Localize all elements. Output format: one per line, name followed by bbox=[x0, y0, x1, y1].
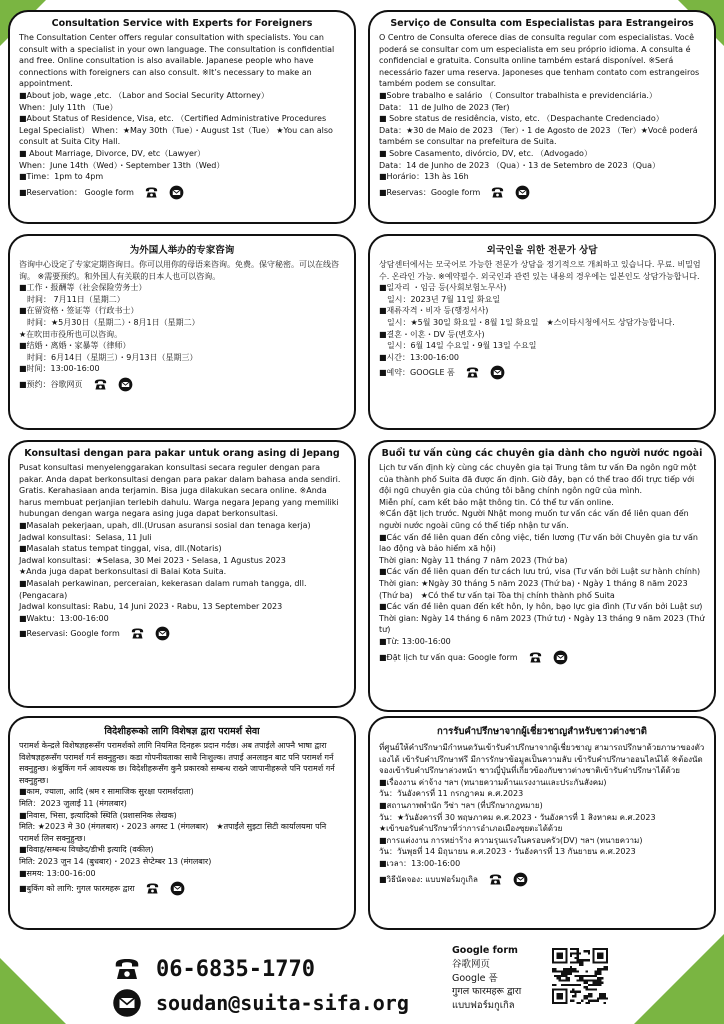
card-line: 일시：★5월 30일 화요일・8월 1일 화요일 ★스이타시청에서도 상담가능합니다. bbox=[379, 317, 675, 327]
google-form-label-4: แบบฟอร์มกูเกิล bbox=[452, 1000, 515, 1012]
reservation-label[interactable]: ■Reservas：Google form bbox=[379, 187, 481, 197]
card-line: When：June 14th（Wed）・September 13th（Wed） bbox=[19, 160, 225, 170]
consultation-card-vi bbox=[368, 440, 716, 712]
card-body bbox=[19, 259, 345, 375]
card-line: ★在吹田市役所也可以咨询。 bbox=[19, 329, 123, 339]
email-icon[interactable] bbox=[155, 626, 170, 641]
reservation-label[interactable]: ■Đặt lịch tư vấn qua: Google form bbox=[379, 652, 518, 662]
consultation-card-en bbox=[8, 10, 356, 224]
card-line: Data：14 de Junho de 2023 （Qua）・13 de Setembro de 2023（Qua） bbox=[379, 160, 661, 170]
reservation-row bbox=[379, 650, 705, 665]
card-title: Buổi tư vấn cùng các chuyên gia dành cho người nước ngoài bbox=[381, 448, 703, 459]
card-line: ■เรื่องงาน ค่าจ้าง ฯลฯ (ทนายความด้านแรงงานและประกันสังคม) bbox=[379, 777, 607, 787]
consultation-card-ko bbox=[368, 234, 716, 430]
email-icon[interactable] bbox=[553, 650, 568, 665]
card-line: ■समय: 13:00-16:00 bbox=[19, 868, 96, 878]
email-icon[interactable] bbox=[118, 377, 133, 392]
card-line: ■About Status of Residence, Visa, etc. （Certified Administrative Procedures Legal Specialist） When：★May 30th（Tue）・August 1st（Tue） ★You can also consult at Suita City Hall. bbox=[19, 114, 333, 147]
card-line: ■Horário：13h às 16h bbox=[379, 172, 469, 182]
card-line: Thời gian: Ngày 14 tháng 6 năm 2023 (Thứ tư)・Ngày 13 tháng 9 năm 2023 (Thứ tư) bbox=[379, 613, 705, 635]
reservation-row bbox=[19, 881, 345, 896]
card-title: 외국인을 위한 전문가 상담 bbox=[486, 245, 598, 256]
card-title: Serviço de Consulta com Especialistas para Estrangeiros bbox=[390, 18, 694, 29]
card-line: วัน：วันพุธที่ 14 มิถุนายน ค.ศ.2023・วันอังคารที่ 13 กันยายน ค.ศ.2023 bbox=[379, 847, 636, 857]
phone-icon[interactable] bbox=[130, 626, 145, 641]
card-line: ※Cần đặt lịch trước. Người Nhật mong muốn tư vấn các vấn đề liên quan đến người nước ngoài cũng có thể tiếp nhận tư vấn. bbox=[379, 509, 689, 530]
card-line: 时间：6月14日（星期三）・9月13日（星期三） bbox=[19, 352, 198, 362]
card-line: ■Waktu：13:00-16:00 bbox=[19, 613, 109, 623]
card-body bbox=[379, 259, 705, 363]
card-line: 咨询中心设定了专家定期咨询日。你可以用你的母语来咨询。免费。保守秘密。可以在线咨询。 ※需要预约。和外国人有关联的日本人也可以咨询。 bbox=[19, 260, 339, 281]
card-line: 일시：2023년 7월 11일 화요일 bbox=[379, 294, 501, 304]
phone-number[interactable]: 06-6835-1770 bbox=[156, 956, 315, 982]
card-title: การรับคำปรึกษาจากผู้เชี่ยวชาญสำหรับชาวต่างชาติ bbox=[437, 726, 647, 737]
card-line: Data：★30 de Maio de 2023 （Ter）・1 de Agosto de 2023 （Ter）★Você poderá também se consultar na prefeitura de Suita. bbox=[379, 125, 698, 147]
card-line: ■ Sobre Casamento, divórcio, DV, etc. （Advogado） bbox=[379, 148, 592, 158]
phone-icon[interactable] bbox=[144, 185, 159, 200]
card-line: ■Masalah perkawinan, perceraian, kekerasan dalam rumah tangga, dll. (Pengacara) bbox=[19, 578, 307, 600]
card-line: ■Sobre trabalho e salário （ Consultor trabalhista e previdenciária.） bbox=[379, 90, 657, 100]
phone-icon[interactable] bbox=[93, 377, 108, 392]
google-form-label-3: गुगल फारमहरू द्वारा bbox=[452, 986, 522, 998]
card-line: ■Masalah status tempat tinggal, visa, dll.(Notaris) bbox=[19, 544, 222, 554]
email-icon[interactable] bbox=[170, 881, 185, 896]
card-line: ■Các vấn đề liên quan đến công việc, tiền lương (Tư vấn bởi Chuyên gia tư vấn lao động và bảo hiểm xã hội) bbox=[379, 532, 698, 554]
phone-icon[interactable] bbox=[465, 365, 480, 380]
google-form-labels bbox=[452, 944, 521, 1013]
card-line: ที่ศูนย์ให้คำปรึกษามีกำหนดวันเข้ารับคำปรึกษาจากผู้เชี่ยวชาญ สามารถปรึกษาด้วยภาษาของตัวเองได้ เข้ารับคำปรึกษาฟรี มีการรักษาข้อมูลเป็นความลับ เข้ารับคำปรึกษาออนไลน์ได้ ※ต้องนัดจองเข้ารับคำปรึกษาล่วงหน้า ชาวญี่ปุ่นที่เกี่ยวข้องกับชาวต่างชาติเข้ารับคำปรึกษาได้ด้วย bbox=[379, 743, 705, 776]
card-body bbox=[379, 742, 705, 870]
card-line: मिति：2023 जुलाई 11 (मंगलबार) bbox=[19, 798, 127, 808]
email-icon[interactable] bbox=[490, 365, 505, 380]
reservation-label[interactable]: ■예약：GOOGLE 폼 bbox=[379, 368, 455, 378]
google-form-label-1: 谷歌网页 bbox=[452, 958, 491, 970]
card-title: 为外国人举办的专家咨询 bbox=[129, 245, 235, 256]
consultation-card-ne bbox=[8, 716, 356, 930]
card-line: The Consultation Center offers regular consultation with specialists. You can consult with a specialist in your own language. The consultation is confidential and free. Online consultation is also available. Japanese people who have connections with foreigners can also consult. ※It’s necessary to make an appointment. bbox=[19, 33, 335, 89]
card-line: Jadwal konsultasi: Rabu, 14 Juni 2023・Rabu, 13 September 2023 bbox=[19, 602, 283, 612]
card-line: 일시：6월 14일 수요일・9월 13일 수요일 bbox=[379, 341, 537, 351]
card-line: ■Từ: 13:00-16:00 bbox=[379, 636, 451, 646]
phone-icon[interactable] bbox=[490, 185, 505, 200]
email-address[interactable]: soudan@suita-sifa.org bbox=[156, 991, 409, 1015]
card-line: ■การแต่งงาน การหย่าร้าง ความรุนแรงในครอบครัว(DV) ฯลฯ (ทนายความ) bbox=[379, 835, 643, 845]
card-line: ■निवास, भिसा, इत्यादिको स्थिति (प्रशासनिक लेखक) bbox=[19, 810, 177, 820]
card-line: 时间： 7月11日（星期二） bbox=[19, 294, 125, 304]
phone-icon[interactable] bbox=[488, 872, 503, 887]
email-icon[interactable] bbox=[169, 185, 184, 200]
reservation-row bbox=[19, 377, 345, 392]
phone-icon bbox=[112, 954, 142, 984]
card-body bbox=[19, 462, 345, 624]
card-line: ■काम, ज्याला, आदि (श्रम र सामाजिक सुरक्षा परामर्शदाता) bbox=[19, 787, 194, 797]
card-line: ■在留资格・签证等（行政书士） bbox=[19, 306, 139, 316]
card-line: ■विवाह/सम्बन्ध विच्छेद/डीभी इत्यादि (वकील) bbox=[19, 845, 154, 855]
email-contact[interactable] bbox=[112, 988, 409, 1018]
card-line: วัน：★วันอังคารที่ 30 พฤษภาคม ค.ศ.2023・วันอังคารที่ 1 สิงหาคม ค.ศ.2023 bbox=[379, 812, 656, 822]
card-line: ■สถานภาพพำนัก วีซ่า ฯลฯ (ที่ปรึกษากฎหมาย) bbox=[379, 800, 543, 810]
card-line: 상담센터에서는 모국어로 가능한 전문가 상담을 정기적으로 개최하고 있습니다. 무료. 비밀엄수. 온라인 가능. ※예약필수. 외국인과 관련 있는 내용의 경우에는 일본인도 상담가능합니다. bbox=[379, 260, 701, 281]
card-line: 时间：★5月30日（星期二）・8月1日（星期二） bbox=[19, 317, 200, 327]
card-line: Thời gian: ★Ngày 30 tháng 5 năm 2023 (Thứ ba)・Ngày 1 tháng 8 năm 2023 (Thứ ba) ★Có thể tư vấn tại Tòa thị chính thành phố Suita bbox=[379, 578, 688, 600]
consultation-card-pt bbox=[368, 10, 716, 224]
email-icon[interactable] bbox=[515, 185, 530, 200]
card-line: ■Masalah pekerjaan, upah, dll.(Urusan asuransi sosial dan tenaga kerja) bbox=[19, 520, 311, 530]
card-line: ■Các vấn đề liên quan đến kết hôn, ly hôn, bạo lực gia đình (Tư vấn bởi Luật sư) bbox=[379, 602, 703, 612]
card-line: ■Time：1pm to 4pm bbox=[19, 172, 104, 182]
card-body bbox=[379, 462, 705, 648]
reservation-label[interactable]: ■Reservation： Google form bbox=[19, 187, 134, 197]
card-line: Pusat konsultasi menyelenggarakan konsultasi secara reguler dengan para pakar. Anda dapat berkonsultasi dengan para pakar dalam bahasa anda sendiri. Gratis. Kerahasiaan anda terjamin. Bisa juga dilakukan secara online. ※Anda harus membuat perjanjian terlebih dahulu. Warga negara Jepang yang memiliki hubungan dengan warga negara asing juga dapat berkonsultasi. bbox=[19, 463, 341, 519]
card-line: วัน：วันอังคารที่ 11 กรกฎาคม ค.ศ.2023 bbox=[379, 789, 524, 799]
reservation-label[interactable]: ■预约：谷歌网页 bbox=[19, 379, 83, 389]
card-line: ■재류자격・비자 등(행정서사) bbox=[379, 306, 489, 316]
reservation-row bbox=[19, 626, 345, 641]
reservation-row bbox=[19, 185, 345, 200]
card-line: ■시간：13:00-16:00 bbox=[379, 352, 460, 362]
card-line: ■Các vấn đề liên quan đến tư cách lưu trú, visa (Tư vấn bởi Luật sư hành chính) bbox=[379, 567, 701, 577]
card-body bbox=[19, 32, 345, 183]
card-line: ■ About Marriage, Divorce, DV, etc（Lawyer） bbox=[19, 148, 206, 158]
card-line: ★เข้าขอรับคำปรึกษาที่ว่าการอำเภอเมืองซุยตะได้ด้วย bbox=[379, 824, 563, 834]
qr-code[interactable] bbox=[552, 948, 608, 1004]
card-line: ■ Sobre status de residência, visto, etc. （Despachante Credenciado） bbox=[379, 114, 664, 124]
card-line: Jadwal konsultasi：★Selasa, 30 Mei 2023・Selasa, 1 Agustus 2023 bbox=[19, 555, 286, 565]
card-line: When：July 11th （Tue） bbox=[19, 102, 118, 112]
card-line: Lịch tư vấn định kỳ cùng các chuyên gia tại Trung tâm tư vấn Đa ngôn ngữ một của thành phố Suita đã được ấn định. Giờ đây, bạn có thể trao đổi trực tiếp với đội ngũ chuyên gia của chúng tôi bằng chính ngôn ngữ của mình. bbox=[379, 463, 697, 496]
consultation-card-th bbox=[368, 716, 716, 930]
reservation-label[interactable]: ■Reservasi: Google form bbox=[19, 629, 120, 639]
google-form-label-2: Google 폼 bbox=[452, 972, 498, 984]
card-line: ■结婚・离婚・家暴等（律师） bbox=[19, 341, 131, 351]
card-body bbox=[379, 32, 705, 183]
consultation-card-id bbox=[8, 440, 356, 708]
card-line: O Centro de Consulta oferece dias de consulta regular com especialistas. Você poderá se consultar com um especialista em seu próprio idioma. A consulta é confidencial e gratuita. Consulta online também estará disponível. ※Será necessário fazer uma reserva. Japoneses que tenham contato com estrangeiros também podem se consultar. bbox=[379, 33, 700, 89]
card-line: परामर्श केन्द्रले विशेषज्ञहरूसँग परामर्शको लागि नियमित दिनहरू प्रदान गर्दछ। अब तपाईले आफ्नै भाषा द्वारा विशेषज्ञहरूसँग परामर्श गर्न सक्नुहुन्छ। कडा गोपनीयताका साथै निःशुल्क। तपाई अनलाइन बाट पनि परामर्श गर्न सक्नुहुन्छ। ※बुकिंग गर्न आवश्यक छ। विदेशीहरूसँग कुनै प्रकारको सम्बन्ध राख्ने जापानीहरूले पनि परामर्श गर्न सक्नुहुन्छ। bbox=[19, 741, 335, 785]
phone-icon[interactable] bbox=[145, 881, 160, 896]
card-line: ■일자리 ・임금 등(사회보험노무사) bbox=[379, 283, 507, 293]
card-line: Thời gian: Ngày 11 tháng 7 năm 2023 (Thứ ba) bbox=[379, 555, 568, 565]
google-form-label-0: Google form bbox=[452, 945, 518, 956]
reservation-label[interactable]: ■วิธีนัดจอง: แบบฟอร์มกูเกิล bbox=[379, 874, 478, 884]
card-body bbox=[19, 740, 345, 879]
card-line: मिति: ★2023 मे 30 (मंगलबार)・2023 अगस्ट 1 (मंगलबार) ★तपाईंले सुइटा सिटी कार्यालयमा पनि परामर्श लिन सक्नुहुन्छ। bbox=[19, 822, 327, 843]
card-title: Konsultasi dengan para pakar untuk orang asing di Jepang bbox=[24, 448, 340, 459]
card-line: ■결혼・이혼・DV 등(변호사) bbox=[379, 329, 485, 339]
reservation-label[interactable]: ■बुकिंग को लागि: गुगल फारमहरू द्वारा bbox=[19, 884, 135, 894]
phone-icon[interactable] bbox=[528, 650, 543, 665]
card-line: Data： 11 de Julho de 2023 (Ter) bbox=[379, 102, 510, 112]
email-icon[interactable] bbox=[513, 872, 528, 887]
card-line: Jadwal konsultasi：Selasa, 11 Juli bbox=[19, 532, 152, 542]
reservation-row bbox=[379, 365, 705, 380]
card-line: ■时间：13:00-16:00 bbox=[19, 364, 100, 374]
card-line: ■工作・报酬等（社会保险劳务士） bbox=[19, 283, 147, 293]
phone-contact[interactable] bbox=[112, 954, 315, 984]
reservation-row bbox=[379, 185, 705, 200]
consultation-card-zh bbox=[8, 234, 356, 430]
card-line: ■เวลา：13:00-16:00 bbox=[379, 858, 461, 868]
email-icon bbox=[112, 988, 142, 1018]
card-title: Consultation Service with Experts for Foreigners bbox=[51, 18, 313, 29]
card-title: विदेशीहरूको लागि विशेषज्ञ द्वारा परामर्श सेवा bbox=[104, 726, 260, 737]
reservation-row bbox=[379, 872, 705, 887]
card-line: ■About job, wage ,etc. （Labor and Social Security Attorney） bbox=[19, 90, 269, 100]
card-line: ★Anda juga dapat berkonsultasi di Balai Kota Suita. bbox=[19, 567, 227, 577]
card-line: मिति: 2023 जुन 14 (बुधबार)・2023 सेप्टेम्बर 13 (मंगलबार) bbox=[19, 856, 212, 866]
card-line: Miễn phí, cam kết bảo mật thông tin. Có thể tư vấn online. bbox=[379, 497, 614, 507]
